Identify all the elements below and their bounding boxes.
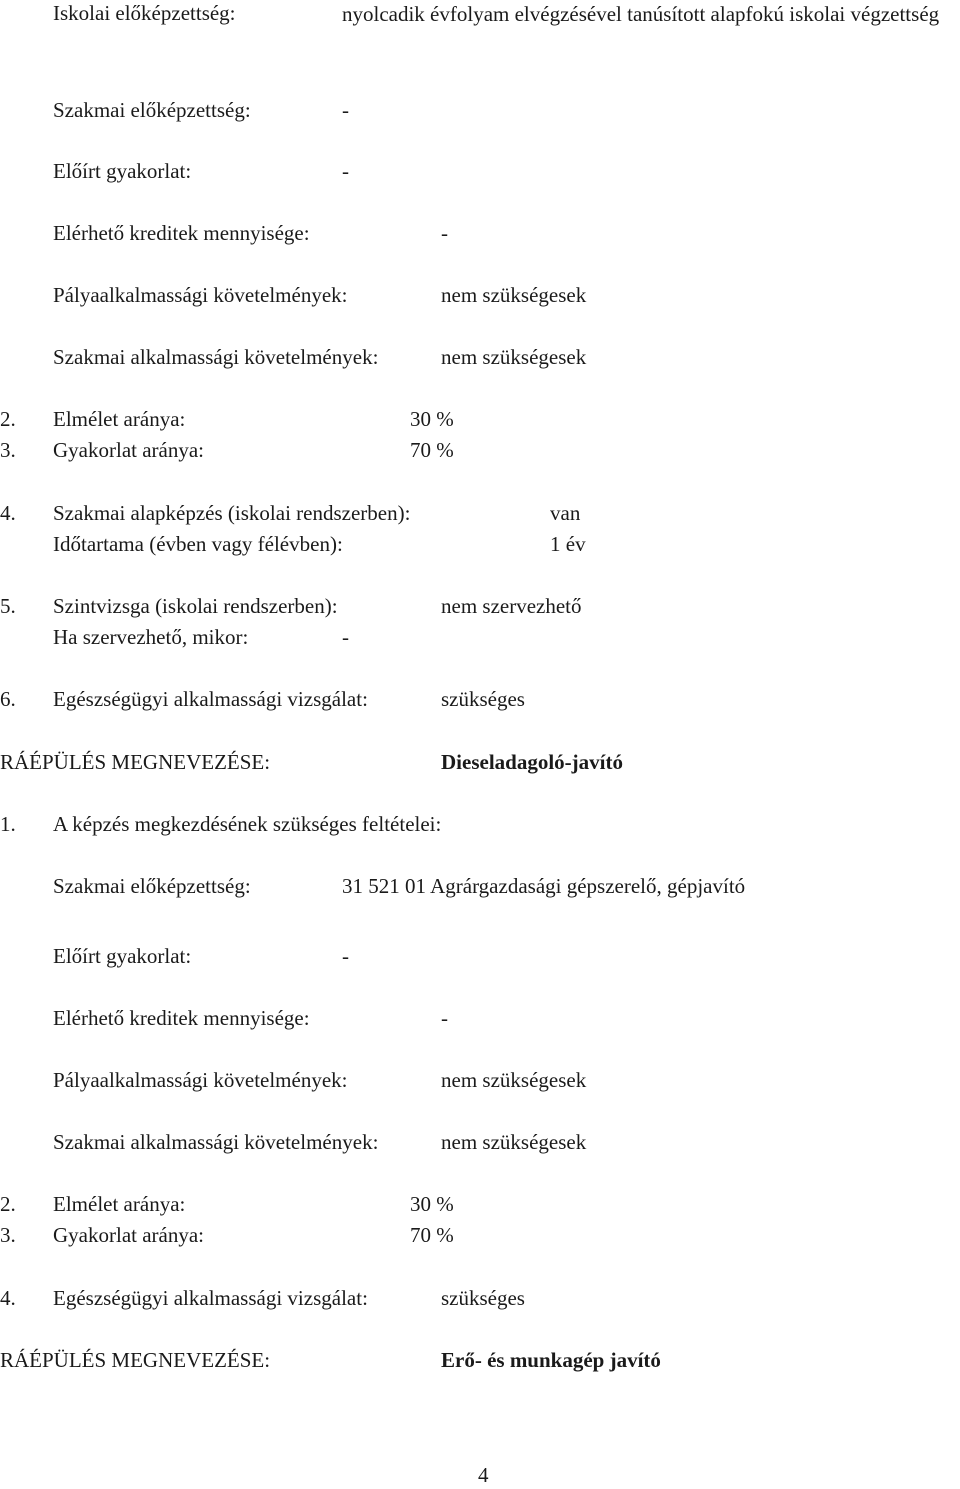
gyakorlat-label: Gyakorlat aránya: [53, 1223, 205, 1247]
elmelet-value: 30 % [410, 1192, 454, 1216]
palyaalkalmassagi-label: Pályaalkalmassági követelmények: [53, 1068, 348, 1092]
szakmai-alkalmassagi-value: nem szükségesek [441, 1130, 587, 1154]
alapkepzes-number: 4. [0, 501, 16, 525]
mikor-value: - [342, 625, 349, 649]
gyakorlat-label: Gyakorlat aránya: [53, 438, 205, 462]
egeszsegugyi-number: 4. [0, 1286, 16, 1310]
mikor-label: Ha szervezhető, mikor: [53, 625, 249, 649]
eloirt-gyakorlat-value: - [342, 159, 349, 183]
eloirt-gyakorlat-label: Előírt gyakorlat: [53, 159, 192, 183]
eloirt-gyakorlat-value: - [342, 944, 349, 968]
egeszsegugyi-label: Egészségügyi alkalmassági vizsgálat: [53, 1286, 368, 1310]
iskolai-elokepzettseg-label: Iskolai előképzettség: [53, 1, 236, 25]
eloirt-gyakorlat-label: Előírt gyakorlat: [53, 944, 192, 968]
kreditek-value: - [441, 221, 448, 245]
kreditek-value: - [441, 1006, 448, 1030]
page-number: 4 [478, 1463, 489, 1487]
feltetelek-heading: A képzés megkezdésének szükséges feltételei: [53, 812, 442, 836]
raepules-megnevezese-label: RÁÉPÜLÉS MEGNEVEZÉSE: [0, 750, 271, 774]
idotartam-value: 1 év [550, 532, 586, 556]
gyakorlat-number: 3. [0, 1223, 16, 1247]
raepules-megnevezese-value: Dieseladagoló-javító [441, 750, 623, 774]
elmelet-label: Elmélet aránya: [53, 407, 186, 431]
raepules-megnevezese-label: RÁÉPÜLÉS MEGNEVEZÉSE: [0, 1348, 271, 1372]
gyakorlat-value: 70 % [410, 438, 454, 462]
elmelet-number: 2. [0, 1192, 16, 1216]
gyakorlat-value: 70 % [410, 1223, 454, 1247]
idotartam-label: Időtartama (évben vagy félévben): [53, 532, 343, 556]
kreditek-label: Elérhető kreditek mennyisége: [53, 1006, 310, 1030]
egeszsegugyi-number: 6. [0, 687, 16, 711]
szakmai-alkalmassagi-label: Szakmai alkalmassági követelmények: [53, 1130, 379, 1154]
elmelet-label: Elmélet aránya: [53, 1192, 186, 1216]
iskolai-elokepzettseg-value: nyolcadik évfolyam elvégzésével tanúsított alapfokú iskolai végzettség [342, 2, 940, 26]
raepules-megnevezese-value: Erő- és munkagép javító [441, 1348, 661, 1372]
egeszsegugyi-value: szükséges [441, 687, 525, 711]
szakmai-elokepzettseg-value: - [342, 98, 349, 122]
gyakorlat-number: 3. [0, 438, 16, 462]
szintvizsga-number: 5. [0, 594, 16, 618]
palyaalkalmassagi-value: nem szükségesek [441, 283, 587, 307]
egeszsegugyi-value: szükséges [441, 1286, 525, 1310]
palyaalkalmassagi-label: Pályaalkalmassági követelmények: [53, 283, 348, 307]
szakmai-alkalmassagi-value: nem szükségesek [441, 345, 587, 369]
alapkepzes-label: Szakmai alapképzés (iskolai rendszerben): [53, 501, 411, 525]
elmelet-number: 2. [0, 407, 16, 431]
szakmai-elokepzettseg-label: Szakmai előképzettség: [53, 98, 251, 122]
kreditek-label: Elérhető kreditek mennyisége: [53, 221, 310, 245]
szintvizsga-label: Szintvizsga (iskolai rendszerben): [53, 594, 338, 618]
egeszsegugyi-label: Egészségügyi alkalmassági vizsgálat: [53, 687, 368, 711]
palyaalkalmassagi-value: nem szükségesek [441, 1068, 587, 1092]
szakmai-elokepzettseg-value: 31 521 01 Agrárgazdasági gépszerelő, gépjavító [342, 874, 746, 898]
elmelet-value: 30 % [410, 407, 454, 431]
feltetelek-number: 1. [0, 812, 16, 836]
alapkepzes-value: van [550, 501, 581, 525]
szakmai-elokepzettseg-label: Szakmai előképzettség: [53, 874, 251, 898]
szintvizsga-value: nem szervezhető [441, 594, 582, 618]
szakmai-alkalmassagi-label: Szakmai alkalmassági követelmények: [53, 345, 379, 369]
